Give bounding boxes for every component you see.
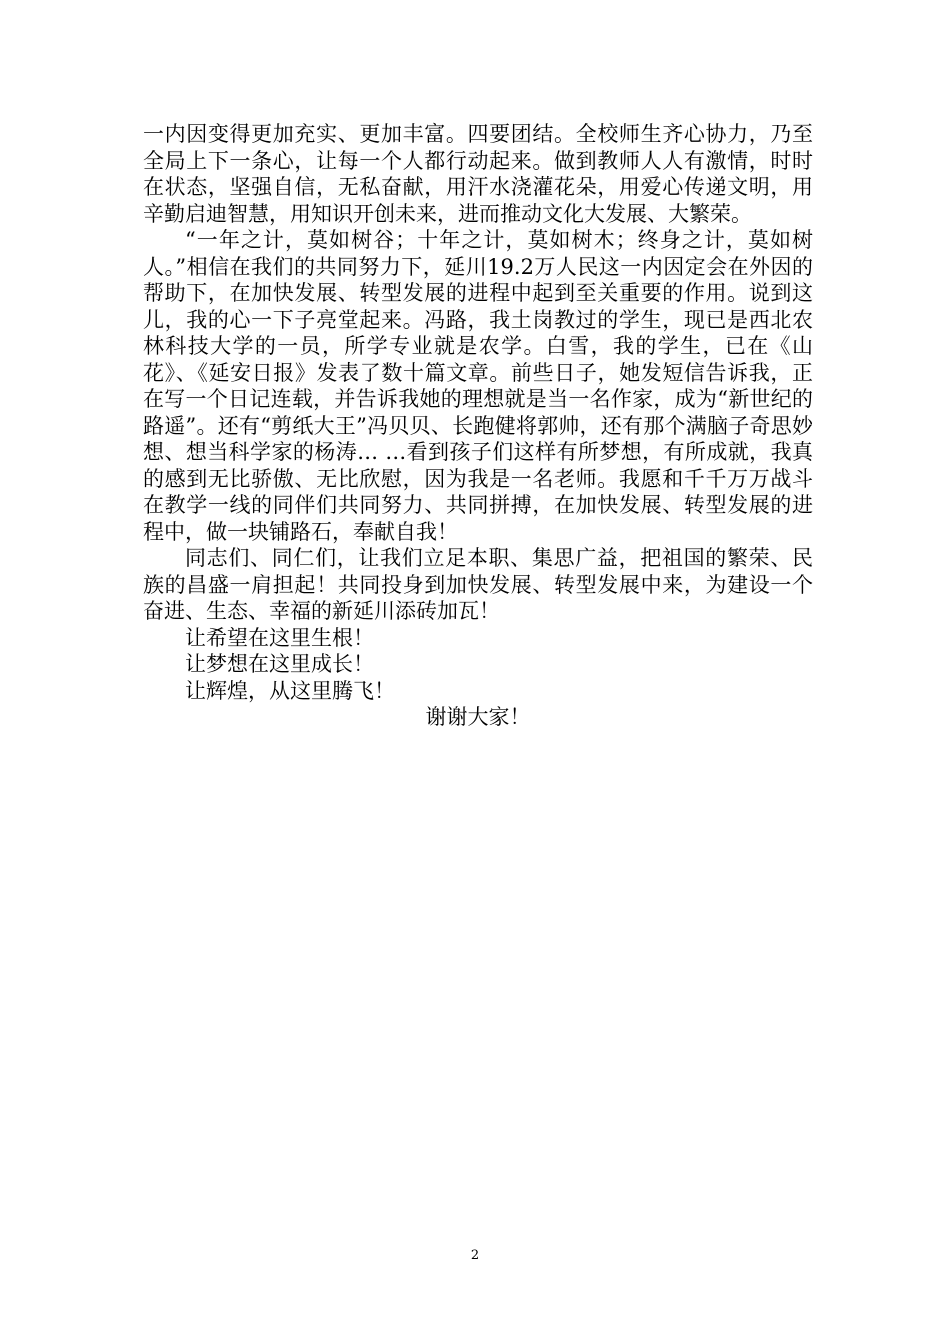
- page-number: 2: [470, 1248, 480, 1263]
- paragraph-students-story: “一年之计，莫如树谷；十年之计，莫如树木；终身之计，莫如树人。”相信在我们的共同努力下，延川19.2万人民这一内因定会在外因的帮助下，在加快发展、转型发展的进程中起到至关重要的作用。说到这儿，我的心一下子亮堂起来。冯路，我土岗教过的学生，现已是西北农林科技大学的一员，所学专业就是农学。白雪，我的学生，已在《山花》、《延安日报》发表了数十篇文章。前些日子，她发短信告诉我，正在写一个日记连载，并告诉我她的理想就是当一名作家，成为“新世纪的路遥”。还有“剪纸大王”冯贝贝、长跑健将郭帅，还有那个满脑子奇思妙想、想当科学家的杨涛… …看到孩子们这样有所梦想，有所成就，我真的感到无比骄傲、无比欣慰，因为我是一名老师。我愿和千千万万战斗在教学一线的同伴们共同努力、共同拼搏，在加快发展、转型发展的进程中，做一块铺路石，奉献自我！: [143, 228, 813, 544]
- document-body: [143, 121, 813, 731]
- paragraph-call-to-action: 同志们、同仁们，让我们立足本职、集思广益，把祖国的繁荣、民族的昌盛一肩担起！共同投身到加快发展、转型发展中来，为建设一个奋进、生态、幸福的新延川添砖加瓦！: [143, 546, 813, 623]
- slogan-dream: 让梦想在这里成长！: [185, 652, 374, 676]
- closing-thanks: 谢谢大家！: [425, 705, 531, 729]
- slogan-glory: 让辉煌，从这里腾飞！: [185, 678, 395, 703]
- slogan-hope: 让希望在这里生根！: [185, 625, 374, 650]
- paragraph-continuation: 一内因变得更加充实、更加丰富。四要团结。全校师生齐心协力，乃至全局上下一条心，让每一个人都行动起来。做到教师人人有激情，时时在状态，坚强自信，无私奋献，用汗水浇灌花朵，用爱心传递文明，用辛勤启迪智慧，用知识开创未来，进而推动文化大发展、大繁荣。: [143, 122, 813, 226]
